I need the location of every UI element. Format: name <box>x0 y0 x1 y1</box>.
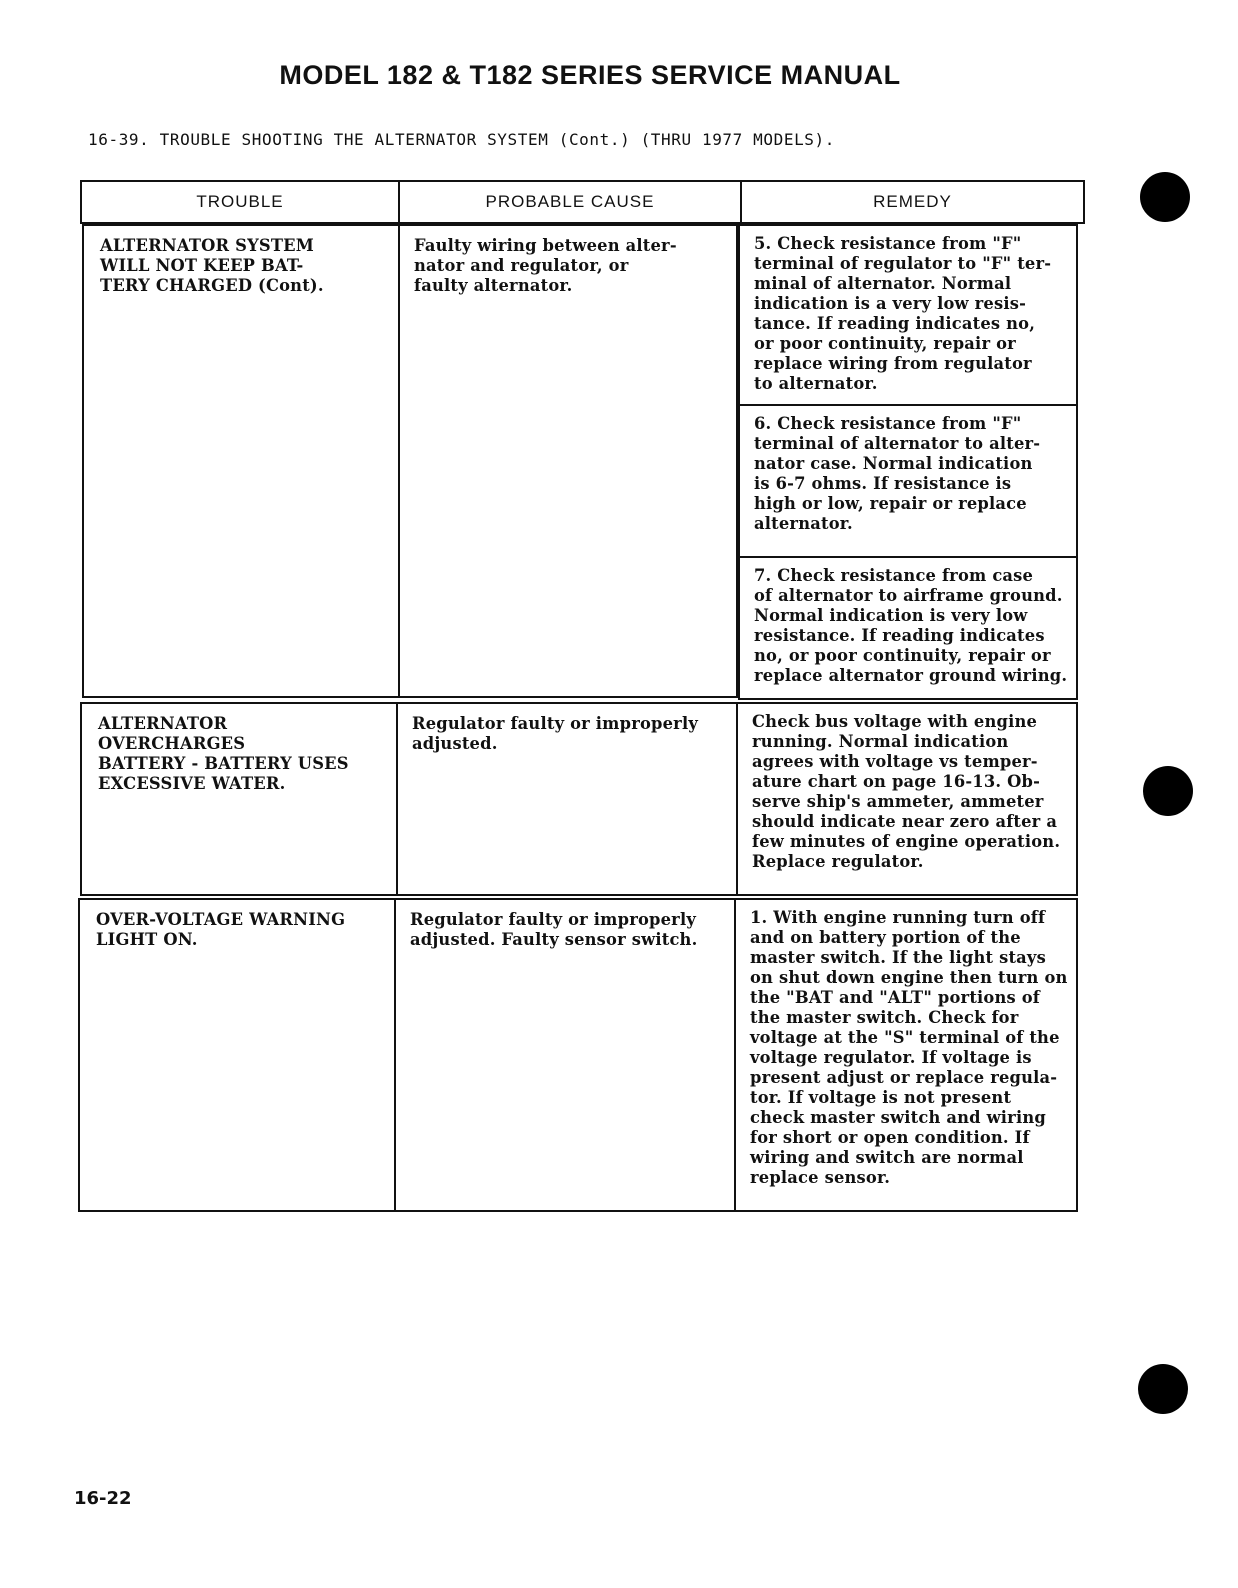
binder-hole <box>1138 1364 1188 1414</box>
remedy-cell-2: Check bus voltage with engine running. Normal indication agrees with voltage vs temper- ature chart on page 16-13. Ob- serve ship's ammeter, ammeter should indicate near zero after a few minutes of engine operation. Replace regulator. <box>736 702 1078 896</box>
page-title: MODEL 182 & T182 SERIES SERVICE MANUAL <box>279 60 901 90</box>
cause-cell-3: Regulator faulty or improperly adjusted. Faulty sensor switch. <box>394 898 736 1212</box>
binder-hole <box>1140 172 1190 222</box>
trouble-cell-3: OVER-VOLTAGE WARNING LIGHT ON. <box>78 898 396 1212</box>
cause-cell-1: Faulty wiring between alter- nator and regulator, or faulty alternator. <box>398 224 738 698</box>
column-header-remedy: REMEDY <box>740 180 1085 224</box>
cause-cell-2: Regulator faulty or improperly adjusted. <box>396 702 738 896</box>
remedy-cell-3: 1. With engine running turn off and on battery portion of the master switch. If the light stays on shut down engine then turn on the "BAT and "ALT" portions of the master switch. Check for voltage at the "S" terminal of the voltage regulator. If voltage is present adjust or replace regula- tor. If voltage is not present check master switch and wiring for short or open condition. If wiring and switch are normal replace sensor. <box>734 898 1078 1212</box>
remedy-cell-1c: 7. Check resistance from case of alternator to airframe ground. Normal indication is very low resistance. If reading indicates no, or poor continuity, repair or replace alternator ground wiring. <box>738 556 1078 700</box>
column-header-probable-cause: PROBABLE CAUSE <box>398 180 742 224</box>
page-number: 16-22 <box>74 1488 132 1509</box>
remedy-cell-1a: 5. Check resistance from "F" terminal of regulator to "F" ter- minal of alternator. Normal indication is a very low resis- tance. If reading indicates no, or poor continuity, repair or replace wiring from regulator to alternator. <box>738 224 1078 406</box>
section-heading: 16-39. TROUBLE SHOOTING THE ALTERNATOR SYSTEM (Cont.) (THRU 1977 MODELS). <box>88 130 835 149</box>
trouble-cell-2: ALTERNATOR OVERCHARGES BATTERY - BATTERY USES EXCESSIVE WATER. <box>80 702 398 896</box>
binder-hole <box>1143 766 1193 816</box>
column-header-trouble: TROUBLE <box>80 180 400 224</box>
trouble-cell-1: ALTERNATOR SYSTEM WILL NOT KEEP BAT- TERY CHARGED (Cont). <box>82 224 400 698</box>
remedy-cell-1b: 6. Check resistance from "F" terminal of alternator to alter- nator case. Normal indication is 6-7 ohms. If resistance is high or low, repair or replace alternator. <box>738 404 1078 558</box>
